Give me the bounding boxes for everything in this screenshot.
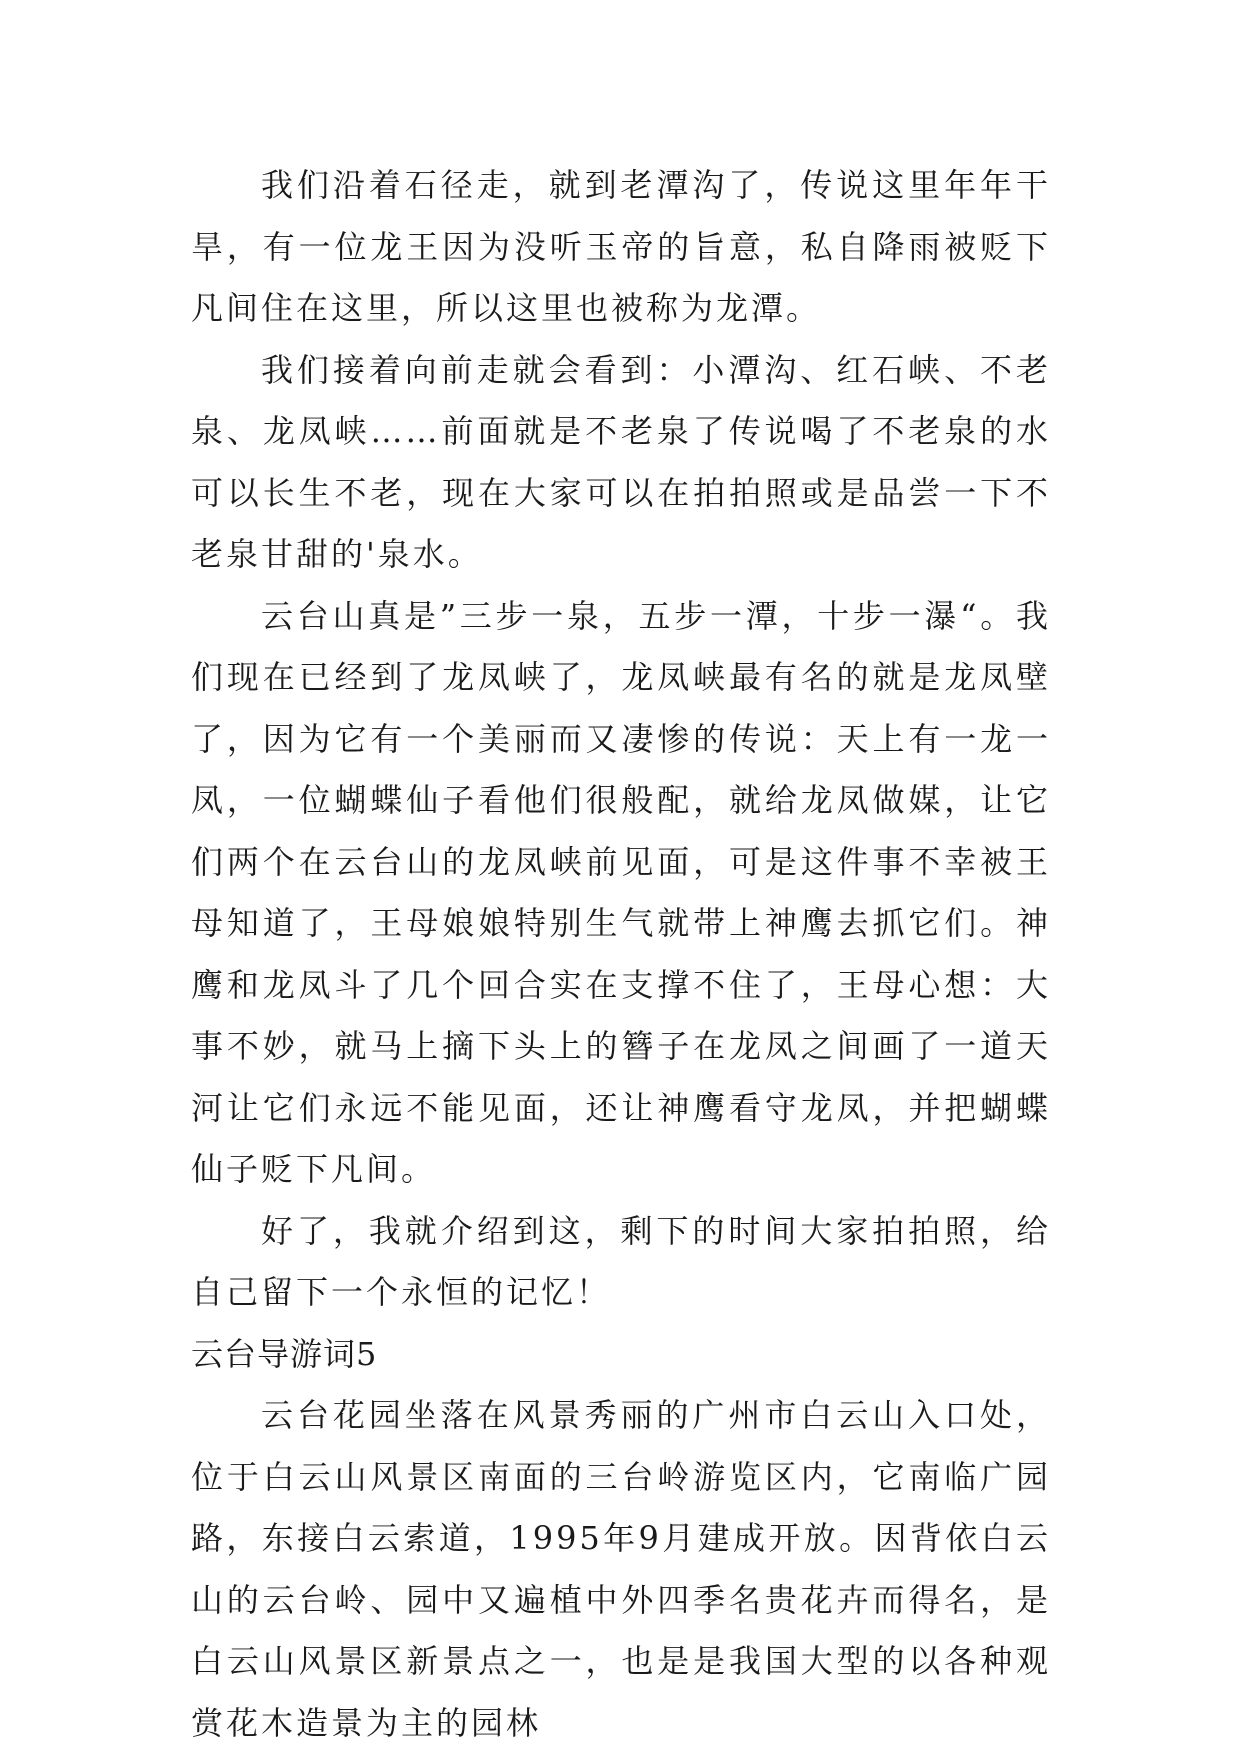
paragraph-closing: 好了，我就介绍到这，剩下的时间大家拍拍照，给自己留下一个永恒的记忆！ (191, 1211, 1051, 1311)
paragraph-longfengxia: 云台山真是”三步一泉，五步一潭，十步一瀑“。我们现在已经到了龙凤峡了，龙凤峡最有名的就是龙凤壁了，因为它有一个美丽而又凄惨的传说：天上有一龙一凤，一位蝴蝶仙子看他们很般配，就给龙凤做媒，让它们两个在云台山的龙凤峡前见面，可是这件事不幸被王母知道了，王母娘娘特别生气就带上神鹰去抓它们。神鹰和龙凤斗了几个回合实在支撑不住了，王母心想：大事不妙，就马上摘下头上的簪子在龙凤之间画了一道天河让它们永远不能见面，还让神鹰看守龙凤，并把蝴蝶仙子贬下凡间。 (191, 596, 1051, 1188)
paragraph-yuntai-garden: 云台花园坐落在风景秀丽的广州市白云山入口处，位于白云山风景区南面的三台岭游览区内，它南临广园路，东接白云索道，1995年9月建成开放。因背依白云山的云台岭、园中又遍植中外四季名贵花卉而得名，是白云山风景区新景点之一，也是是我国大型的以各种观赏花木造景为主的园林 (191, 1396, 1051, 1742)
paragraph-bulaoquan: 我们接着向前走就会看到：小潭沟、红石峡、不老泉、龙凤峡……前面就是不老泉了传说喝了不老泉的水可以长生不老，现在大家可以在拍拍照或是品尝一下不老泉甘甜的'泉水。 (191, 350, 1051, 573)
paragraph-longtan: 我们沿着石径走，就到老潭沟了，传说这里年年干旱，有一位龙王因为没听玉帝的旨意，私自降雨被贬下凡间住在这里，所以这里也被称为龙潭。 (191, 166, 1051, 327)
document-body (191, 155, 1051, 1754)
section-title: 云台导游词5 (191, 1334, 378, 1373)
